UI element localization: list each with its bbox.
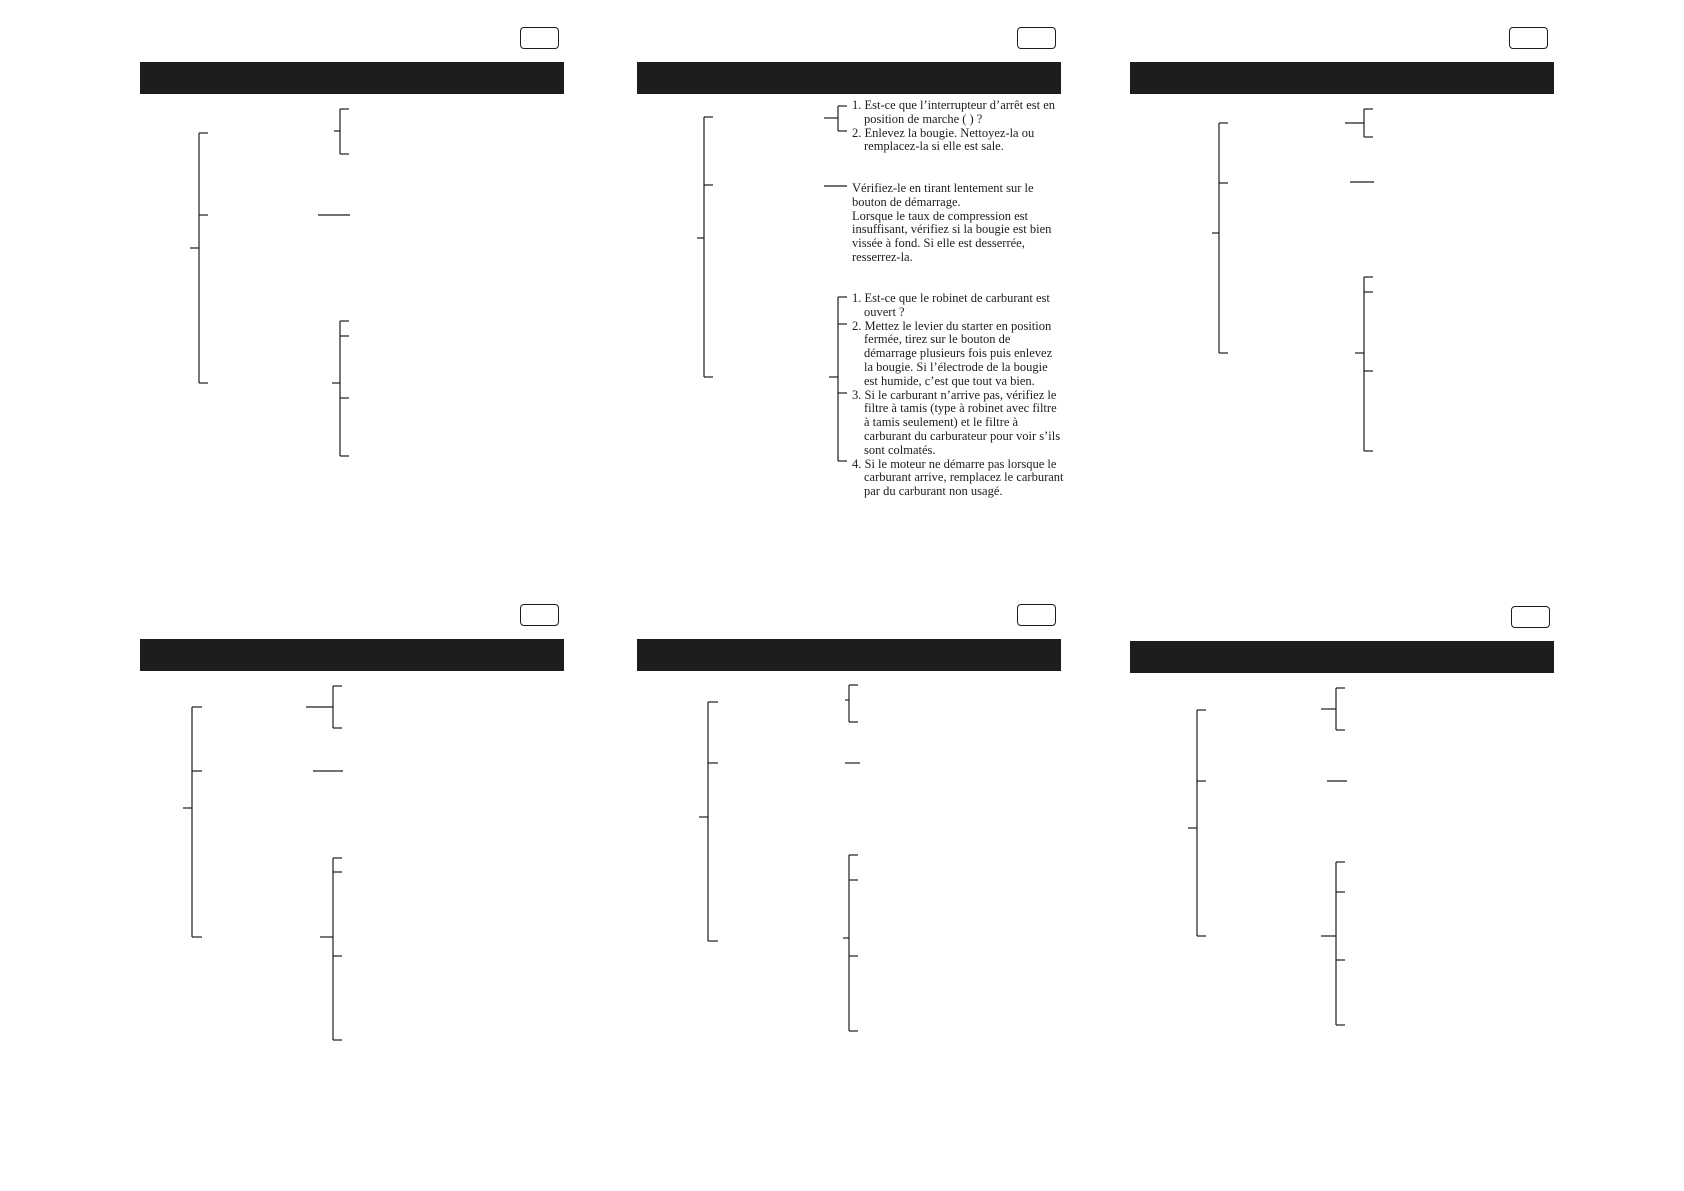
fuel-check-item: 4. Si le moteur ne démarre pas lorsque le carburant arrive, remplacez le carburant par du carburant non usagé. bbox=[852, 456, 1064, 499]
header-bar-bottom-left bbox=[140, 639, 564, 671]
compression-paragraph: Vérifiez-le en tirant lentement sur le bouton de démarrage. bbox=[852, 181, 1034, 209]
page-number-tab-top-right bbox=[1509, 27, 1548, 49]
header-bar-top-left bbox=[140, 62, 564, 94]
fuel-check-item: 2. Mettez le levier du starter en position fermée, tirez sur le bouton de démarrage plusieurs fois puis enlevez la bougie. Si l’électrode de la bougie est humide, c’est que tout va bien. bbox=[852, 318, 1053, 388]
header-bar-bottom-right bbox=[1130, 641, 1554, 673]
tree-bottom-right bbox=[1188, 688, 1347, 1025]
compression-text bbox=[852, 182, 1068, 265]
tree-top-middle bbox=[697, 106, 847, 461]
page-number-tab-top-middle bbox=[1017, 27, 1056, 49]
header-bar-bottom-middle bbox=[637, 639, 1061, 671]
fuel-check-item: 3. Si le carburant n’arrive pas, vérifiez le filtre à tamis (type à robinet avec filtre à tamis seulement) et le filtre à carburant du carburateur pour voir s’ils sont colmatés. bbox=[852, 387, 1061, 457]
page-number-tab-bottom-right bbox=[1511, 606, 1550, 628]
page-number-tab-top-left bbox=[520, 27, 559, 49]
check-item: 2. Enlevez la bougie. Nettoyez-la ou remplacez-la si elle est sale. bbox=[852, 125, 1035, 154]
check-item: 1. Est-ce que l’interrupteur d’arrêt est en position de marche ( ) ? bbox=[852, 98, 1056, 126]
fuel-checks bbox=[852, 292, 1064, 499]
header-bar-top-middle bbox=[637, 62, 1061, 94]
tree-bottom-middle bbox=[699, 685, 860, 1031]
tree-top-right bbox=[1212, 109, 1374, 451]
header-bar-top-right bbox=[1130, 62, 1554, 94]
page-number-tab-bottom-left bbox=[520, 604, 559, 626]
fuel-check-item: 1. Est-ce que le robinet de carburant est ouvert ? bbox=[852, 291, 1050, 319]
tree-bottom-left bbox=[183, 686, 343, 1040]
spark-checks bbox=[852, 99, 1062, 154]
tree-top-left bbox=[190, 109, 350, 456]
page-number-tab-bottom-middle bbox=[1017, 604, 1056, 626]
compression-paragraph-2: Lorsque le taux de compression est insuffisant, vérifiez si la bougie est bien vissée à fond. Si elle est desserrée, resserrez-la. bbox=[852, 208, 1052, 264]
